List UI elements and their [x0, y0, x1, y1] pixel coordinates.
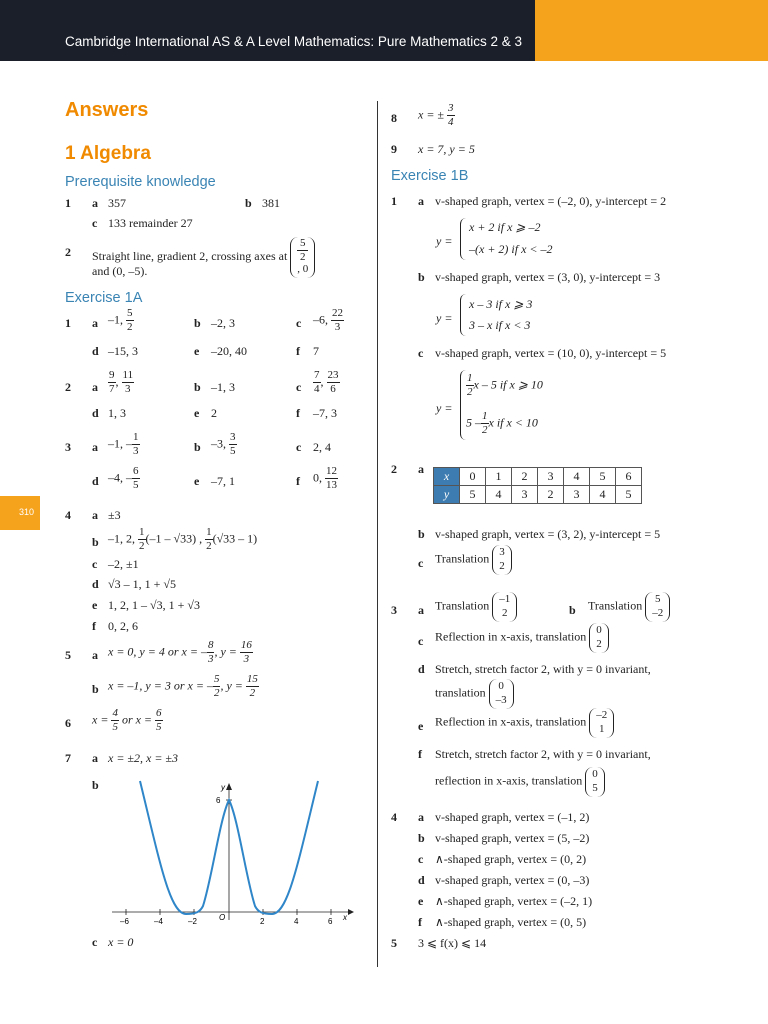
denominator: 3 [243, 653, 250, 665]
table-row [434, 486, 642, 504]
label: e [418, 719, 424, 733]
ex1b-q3-e [435, 708, 614, 738]
label: f [296, 344, 300, 358]
table-cell: 5 [616, 486, 642, 504]
table-cell: 1 [486, 468, 512, 486]
ex1b-q2-b: v-shaped graph, vertex = (3, 2), y-intercept = 5 [435, 527, 661, 541]
numerator: 11 [122, 369, 134, 381]
label: f [418, 915, 422, 929]
denominator: 2 [300, 251, 306, 263]
values-table [433, 467, 642, 504]
table-cell: 2 [512, 468, 538, 486]
vector-bottom: –2 [652, 606, 664, 619]
label: b [92, 778, 99, 792]
fraction [466, 373, 474, 398]
fraction [155, 708, 163, 733]
numerator: 5 [297, 238, 308, 251]
fraction [331, 308, 344, 333]
x-tick-label: –6 [120, 917, 129, 926]
ex1a-q6-num: 6 [65, 716, 71, 730]
text: –4, – [108, 470, 132, 485]
y-equals: y = [436, 311, 453, 325]
vector-top: –1 [499, 593, 511, 605]
vector-top: 3 [499, 546, 505, 558]
text: Reflection in x-axis, translation [435, 629, 587, 644]
table-row [434, 468, 642, 486]
label: e [194, 474, 200, 488]
table-cell: 4 [486, 486, 512, 504]
table-cell: 4 [564, 468, 590, 486]
ex1b-q4-f: ∧-shaped graph, vertex = (0, 5) [435, 915, 587, 929]
ex1b-q3-d1: Stretch, stretch factor 2, with y = 0 invariant, [435, 662, 651, 676]
ex1a-q2-f: –7, 3 [313, 406, 337, 420]
table-cell: 6 [616, 468, 642, 486]
table-cell: 4 [590, 486, 616, 504]
label: c [92, 216, 98, 230]
text: –3, [211, 436, 226, 451]
ex1b-q4-d: v-shaped graph, vertex = (0, –3) [435, 873, 590, 887]
ex1b-q3-f2 [435, 767, 605, 797]
ex1b-q1-a-case1: x + 2 if x ⩾ –2 [469, 220, 541, 234]
label: d [418, 873, 425, 887]
ex1b-q2-num: 2 [391, 462, 397, 476]
label: a [418, 603, 424, 617]
vector-bottom: –3 [495, 693, 507, 706]
ex1a-q3-num: 3 [65, 440, 71, 454]
ex1b-q2-c [435, 545, 512, 575]
denominator: 5 [112, 721, 118, 733]
prereq-q2-num: 2 [65, 245, 71, 259]
brace [460, 294, 467, 336]
vector [489, 679, 514, 709]
x-axis-label: x [343, 913, 347, 922]
label: b [194, 380, 201, 394]
q9-num: 9 [391, 142, 397, 156]
table-cell: 3 [512, 486, 538, 504]
ex1b-q4-c: ∧-shaped graph, vertex = (0, 2) [435, 852, 587, 866]
label: b [569, 603, 576, 617]
numerator: 22 [332, 307, 343, 319]
origin-label: O [219, 913, 226, 922]
x-tick-label: 6 [328, 917, 333, 926]
numerator: 7 [314, 369, 320, 381]
ex1a-q1-d: –15, 3 [108, 344, 138, 358]
numerator: 1 [133, 431, 139, 443]
prereq-q1-a: 357 [108, 196, 126, 210]
label: e [92, 598, 98, 612]
denominator: 13 [326, 479, 337, 491]
denominator: 2 [482, 424, 488, 436]
fraction [132, 432, 140, 457]
numerator: 1 [467, 372, 473, 384]
numerator: 3 [230, 431, 236, 443]
label: a [92, 196, 98, 210]
table-cell: 3 [538, 468, 564, 486]
ex1b-q1-c-case2 [466, 411, 538, 436]
text: x = ± [418, 107, 445, 122]
ex1a-q3-c: 2, 4 [313, 440, 331, 454]
ex1a-q1-num: 1 [65, 316, 71, 330]
denominator: 3 [125, 383, 131, 395]
label: c [92, 557, 98, 571]
ex1a-q1-a [108, 308, 134, 333]
label: a [92, 316, 98, 330]
fraction [122, 370, 135, 395]
text: (√33 – 1) [212, 531, 258, 546]
ex1b-q3-num: 3 [391, 603, 397, 617]
ex1b-heading: Exercise 1B [391, 168, 469, 184]
label: d [92, 344, 99, 358]
ex1b-q3-d2 [435, 679, 514, 709]
ex1b-q3-c [435, 623, 609, 653]
fraction [246, 674, 259, 699]
numerator: 1 [206, 526, 212, 538]
denominator: 2 [139, 540, 145, 552]
q8-num: 8 [391, 111, 397, 125]
vector-top: –2 [596, 709, 608, 721]
ex1a-q7-a: x = ±2, x = ±3 [108, 751, 179, 765]
x-tick-label: –2 [188, 917, 197, 926]
table-cell: 3 [564, 486, 590, 504]
ex1a-q3-f [313, 466, 338, 491]
denominator: 6 [330, 383, 336, 395]
fraction [138, 527, 146, 552]
denominator: 5 [156, 721, 162, 733]
denominator: 2 [213, 687, 220, 699]
denominator: 2 [467, 386, 473, 398]
fraction [327, 370, 340, 395]
text: 5 – [466, 415, 481, 430]
y-tick-label: 6 [216, 796, 221, 805]
quartic-graph [100, 778, 360, 928]
ex1b-q4-num: 4 [391, 810, 397, 824]
label: a [92, 648, 98, 662]
denominator: 4 [448, 116, 454, 128]
table-header-x: x [434, 468, 460, 486]
label: c [418, 634, 424, 648]
denominator: 4 [314, 383, 320, 395]
y-equals: y = [436, 401, 453, 415]
answers-heading: Answers [65, 99, 149, 121]
text: –1, [108, 312, 123, 327]
fraction [108, 370, 116, 395]
ex1a-q7-c: x = 0 [108, 935, 134, 949]
label: a [92, 751, 98, 765]
label: d [92, 406, 99, 420]
ex1b-q4-a: v-shaped graph, vertex = (–1, 2) [435, 810, 590, 824]
text: x if x < 10 [488, 415, 538, 430]
ex1a-q1-f: 7 [313, 344, 319, 358]
text: x = –1, y = 3 or x = – [108, 678, 213, 693]
prereq-q2-text: Straight line, gradient 2, crossing axes at [92, 249, 288, 264]
numerator: 6 [156, 707, 162, 719]
ex1a-heading: Exercise 1A [65, 290, 143, 306]
prereq-q1-num: 1 [65, 196, 71, 210]
vector-bottom: 2 [596, 637, 602, 650]
numerator: 1 [139, 526, 145, 538]
ex1b-q1-a: v-shaped graph, vertex = (–2, 0), y-intercept = 2 [435, 194, 667, 208]
text: 0, [313, 470, 322, 485]
denominator: 5 [230, 445, 236, 457]
text: translation [435, 685, 486, 700]
ex1a-q4-d: √3 – 1, 1 + √5 [108, 577, 176, 591]
text: , y = [220, 678, 243, 693]
denominator: 7 [109, 383, 115, 395]
brace [460, 218, 467, 260]
label: c [418, 852, 424, 866]
text: Reflection in x-axis, translation [435, 714, 587, 729]
numerator: 23 [327, 369, 339, 381]
text: x – 5 if x ⩾ 10 [473, 377, 543, 392]
vector-bottom: 2 [501, 606, 508, 619]
label: f [296, 406, 300, 420]
denominator: 3 [133, 445, 139, 457]
ex1a-q4-num: 4 [65, 508, 71, 522]
prereq-q2-line2: and (0, –5). [92, 264, 148, 278]
ex1a-q2-a: $\frac{9}{7}$ , $\frac{11}{3}$ [109, 369, 134, 395]
text: Translation [435, 598, 490, 613]
label: b [92, 682, 99, 696]
y-axis-label: y [221, 783, 225, 792]
ex1b-q1-c-case1 [466, 373, 543, 398]
ex1a-q5-a [108, 640, 253, 665]
fraction [481, 411, 489, 436]
x-tick-label: –4 [154, 917, 163, 926]
ex1a-q4-b [108, 527, 257, 552]
ex1a-q3-e: –7, 1 [211, 474, 235, 488]
ex1b-q1-c: v-shaped graph, vertex = (10, 0), y-intercept = 5 [435, 346, 667, 360]
ex1b-q4-b: v-shaped graph, vertex = (5, –2) [435, 831, 590, 845]
table-header-y: y [434, 486, 460, 504]
vector-bottom: 2 [499, 559, 505, 572]
numerator: 5 [127, 307, 133, 319]
numerator: 8 [207, 639, 214, 651]
numerator: 6 [133, 465, 139, 477]
ex1a-q4-f: 0, 2, 6 [108, 619, 138, 633]
table-cell: 5 [590, 468, 616, 486]
numerator: 15 [246, 673, 258, 685]
x-axis-arrow [348, 909, 354, 915]
numerator: 9 [109, 369, 115, 381]
text: Translation [435, 551, 490, 566]
fraction [132, 466, 140, 491]
table-cell: 5 [460, 486, 486, 504]
denominator: 2 [249, 687, 256, 699]
ex1b-q1-b-case1: x – 3 if x ⩾ 3 [469, 297, 533, 311]
label: b [418, 270, 425, 284]
label: b [418, 831, 425, 845]
ex1a-q3-b [211, 432, 237, 457]
numerator: 16 [240, 639, 252, 651]
q8 [418, 103, 455, 128]
text: or x = [121, 712, 153, 727]
ex1a-q7-num: 7 [65, 751, 71, 765]
ex1b-q5-num: 5 [391, 936, 397, 950]
denominator: 3 [334, 321, 341, 333]
fraction [205, 527, 213, 552]
table-cell: 2 [538, 486, 564, 504]
label: b [194, 316, 201, 330]
prereq-q1-c: 133 remainder 27 [108, 216, 193, 230]
vector-bottom: 5 [592, 781, 598, 794]
label: b [418, 527, 425, 541]
label: f [296, 474, 300, 488]
ex1a-q1-e: –20, 40 [211, 344, 247, 358]
label: d [92, 577, 99, 591]
vector [492, 545, 512, 575]
label: e [194, 344, 200, 358]
label: c [296, 440, 302, 454]
fraction [111, 708, 119, 733]
ex1b-q1-num: 1 [391, 194, 397, 208]
fraction [126, 308, 134, 333]
label: e [418, 894, 424, 908]
ex1a-q4-a: ±3 [108, 508, 121, 522]
label: b [92, 535, 99, 549]
ex1a-q3-d [108, 466, 140, 491]
label: a [418, 462, 424, 476]
label: a [92, 440, 98, 454]
label: c [296, 380, 302, 394]
chapter-heading: 1 Algebra [65, 143, 151, 164]
vector-second: , 0 [297, 263, 309, 275]
ex1a-q3-a [108, 432, 140, 457]
vector [589, 623, 609, 653]
numerator: 1 [482, 410, 488, 422]
label: a [418, 810, 424, 824]
text: –1, – [108, 436, 132, 451]
label: e [194, 406, 200, 420]
text: (–1 – √33) , [145, 531, 203, 546]
label: c [92, 935, 98, 949]
vector-top: 0 [498, 680, 504, 692]
label: c [418, 346, 424, 360]
fraction [447, 103, 455, 128]
text: , y = [214, 644, 237, 659]
label: c [296, 316, 302, 330]
text: reflection in x-axis, translation [435, 773, 583, 788]
ex1b-q3-f1: Stretch, stretch factor 2, with y = 0 invariant, [435, 747, 651, 761]
fraction [229, 432, 237, 457]
ex1a-q5-num: 5 [65, 648, 71, 662]
fraction [313, 370, 321, 395]
label: d [92, 474, 99, 488]
denominator: 3 [207, 653, 214, 665]
ex1b-q3-a [435, 592, 517, 622]
ex1a-q1-b: –2, 3 [211, 316, 235, 330]
numerator: 12 [326, 465, 337, 477]
ex1a-q5-b [108, 674, 259, 699]
label: f [418, 747, 422, 761]
prereq-q2-vector [290, 237, 315, 278]
x-tick-label: 2 [260, 917, 265, 926]
ex1a-q2-num: 2 [65, 380, 71, 394]
label: c [418, 556, 424, 570]
book-title: Cambridge International AS & A Level Mathematics: Pure Mathematics 2 & 3 [65, 34, 522, 49]
label: a [92, 380, 98, 394]
fraction [325, 466, 338, 491]
vector-top: 0 [596, 624, 602, 636]
prereq-q1-b: 381 [262, 196, 280, 210]
ex1a-q2-b: –1, 3 [211, 380, 235, 394]
label: b [245, 196, 252, 210]
ex1a-q4-c: –2, ±1 [108, 557, 139, 571]
ex1a-q2-c: $\frac{7}{4}$ , $\frac{23}{6}$ [314, 369, 339, 395]
denominator: 5 [133, 479, 139, 491]
ex1b-q3-b [588, 592, 670, 622]
label: f [92, 619, 96, 633]
label: a [418, 194, 424, 208]
x-tick-label: 4 [294, 917, 299, 926]
denominator: 2 [127, 321, 133, 333]
numerator: 4 [112, 707, 118, 719]
label: a [92, 508, 98, 522]
numerator: 3 [448, 102, 454, 114]
vector-top: 0 [592, 768, 598, 780]
numerator: 5 [213, 673, 220, 685]
ex1a-q4-e: 1, 2, 1 – √3, 1 + √3 [108, 598, 200, 612]
denominator: 2 [206, 540, 212, 552]
ex1a-q2-e: 2 [211, 406, 217, 420]
vector [492, 592, 517, 622]
ex1b-q1-a-case2: –(x + 2) if x < –2 [469, 242, 553, 256]
text: x = 0, y = 4 or x = – [108, 644, 207, 659]
ex1a-q6 [92, 708, 163, 733]
vector [589, 708, 614, 738]
ex1a-q1-c [313, 308, 344, 333]
page-number: 310 [19, 507, 35, 517]
fraction [240, 640, 253, 665]
header-accent [535, 0, 768, 61]
q9: x = 7, y = 5 [418, 142, 475, 156]
prereq-heading: Prerequisite knowledge [65, 174, 216, 190]
ex1b-q1-b-case2: 3 – x if x < 3 [469, 318, 531, 332]
vector [585, 767, 605, 797]
column-divider [377, 101, 378, 967]
label: d [418, 662, 425, 676]
fraction [297, 238, 308, 263]
text: –6, [313, 312, 328, 327]
text: x = [92, 712, 109, 727]
vector-top: 5 [654, 593, 661, 605]
vector [645, 592, 670, 622]
y-axis-arrow [226, 783, 232, 790]
text: –1, 2, [108, 531, 135, 546]
vector-bottom: 1 [599, 722, 605, 735]
ex1b-q5: 3 ⩽ f(x) ⩽ 14 [418, 936, 487, 950]
ex1b-q1-b: v-shaped graph, vertex = (3, 0), y-intercept = 3 [435, 270, 661, 284]
table-cell: 0 [460, 468, 486, 486]
label: b [194, 440, 201, 454]
ex1a-q2-d: 1, 3 [108, 406, 126, 420]
ex1b-q4-e: ∧-shaped graph, vertex = (–2, 1) [435, 894, 593, 908]
text: Translation [588, 598, 643, 613]
y-equals: y = [436, 234, 453, 248]
